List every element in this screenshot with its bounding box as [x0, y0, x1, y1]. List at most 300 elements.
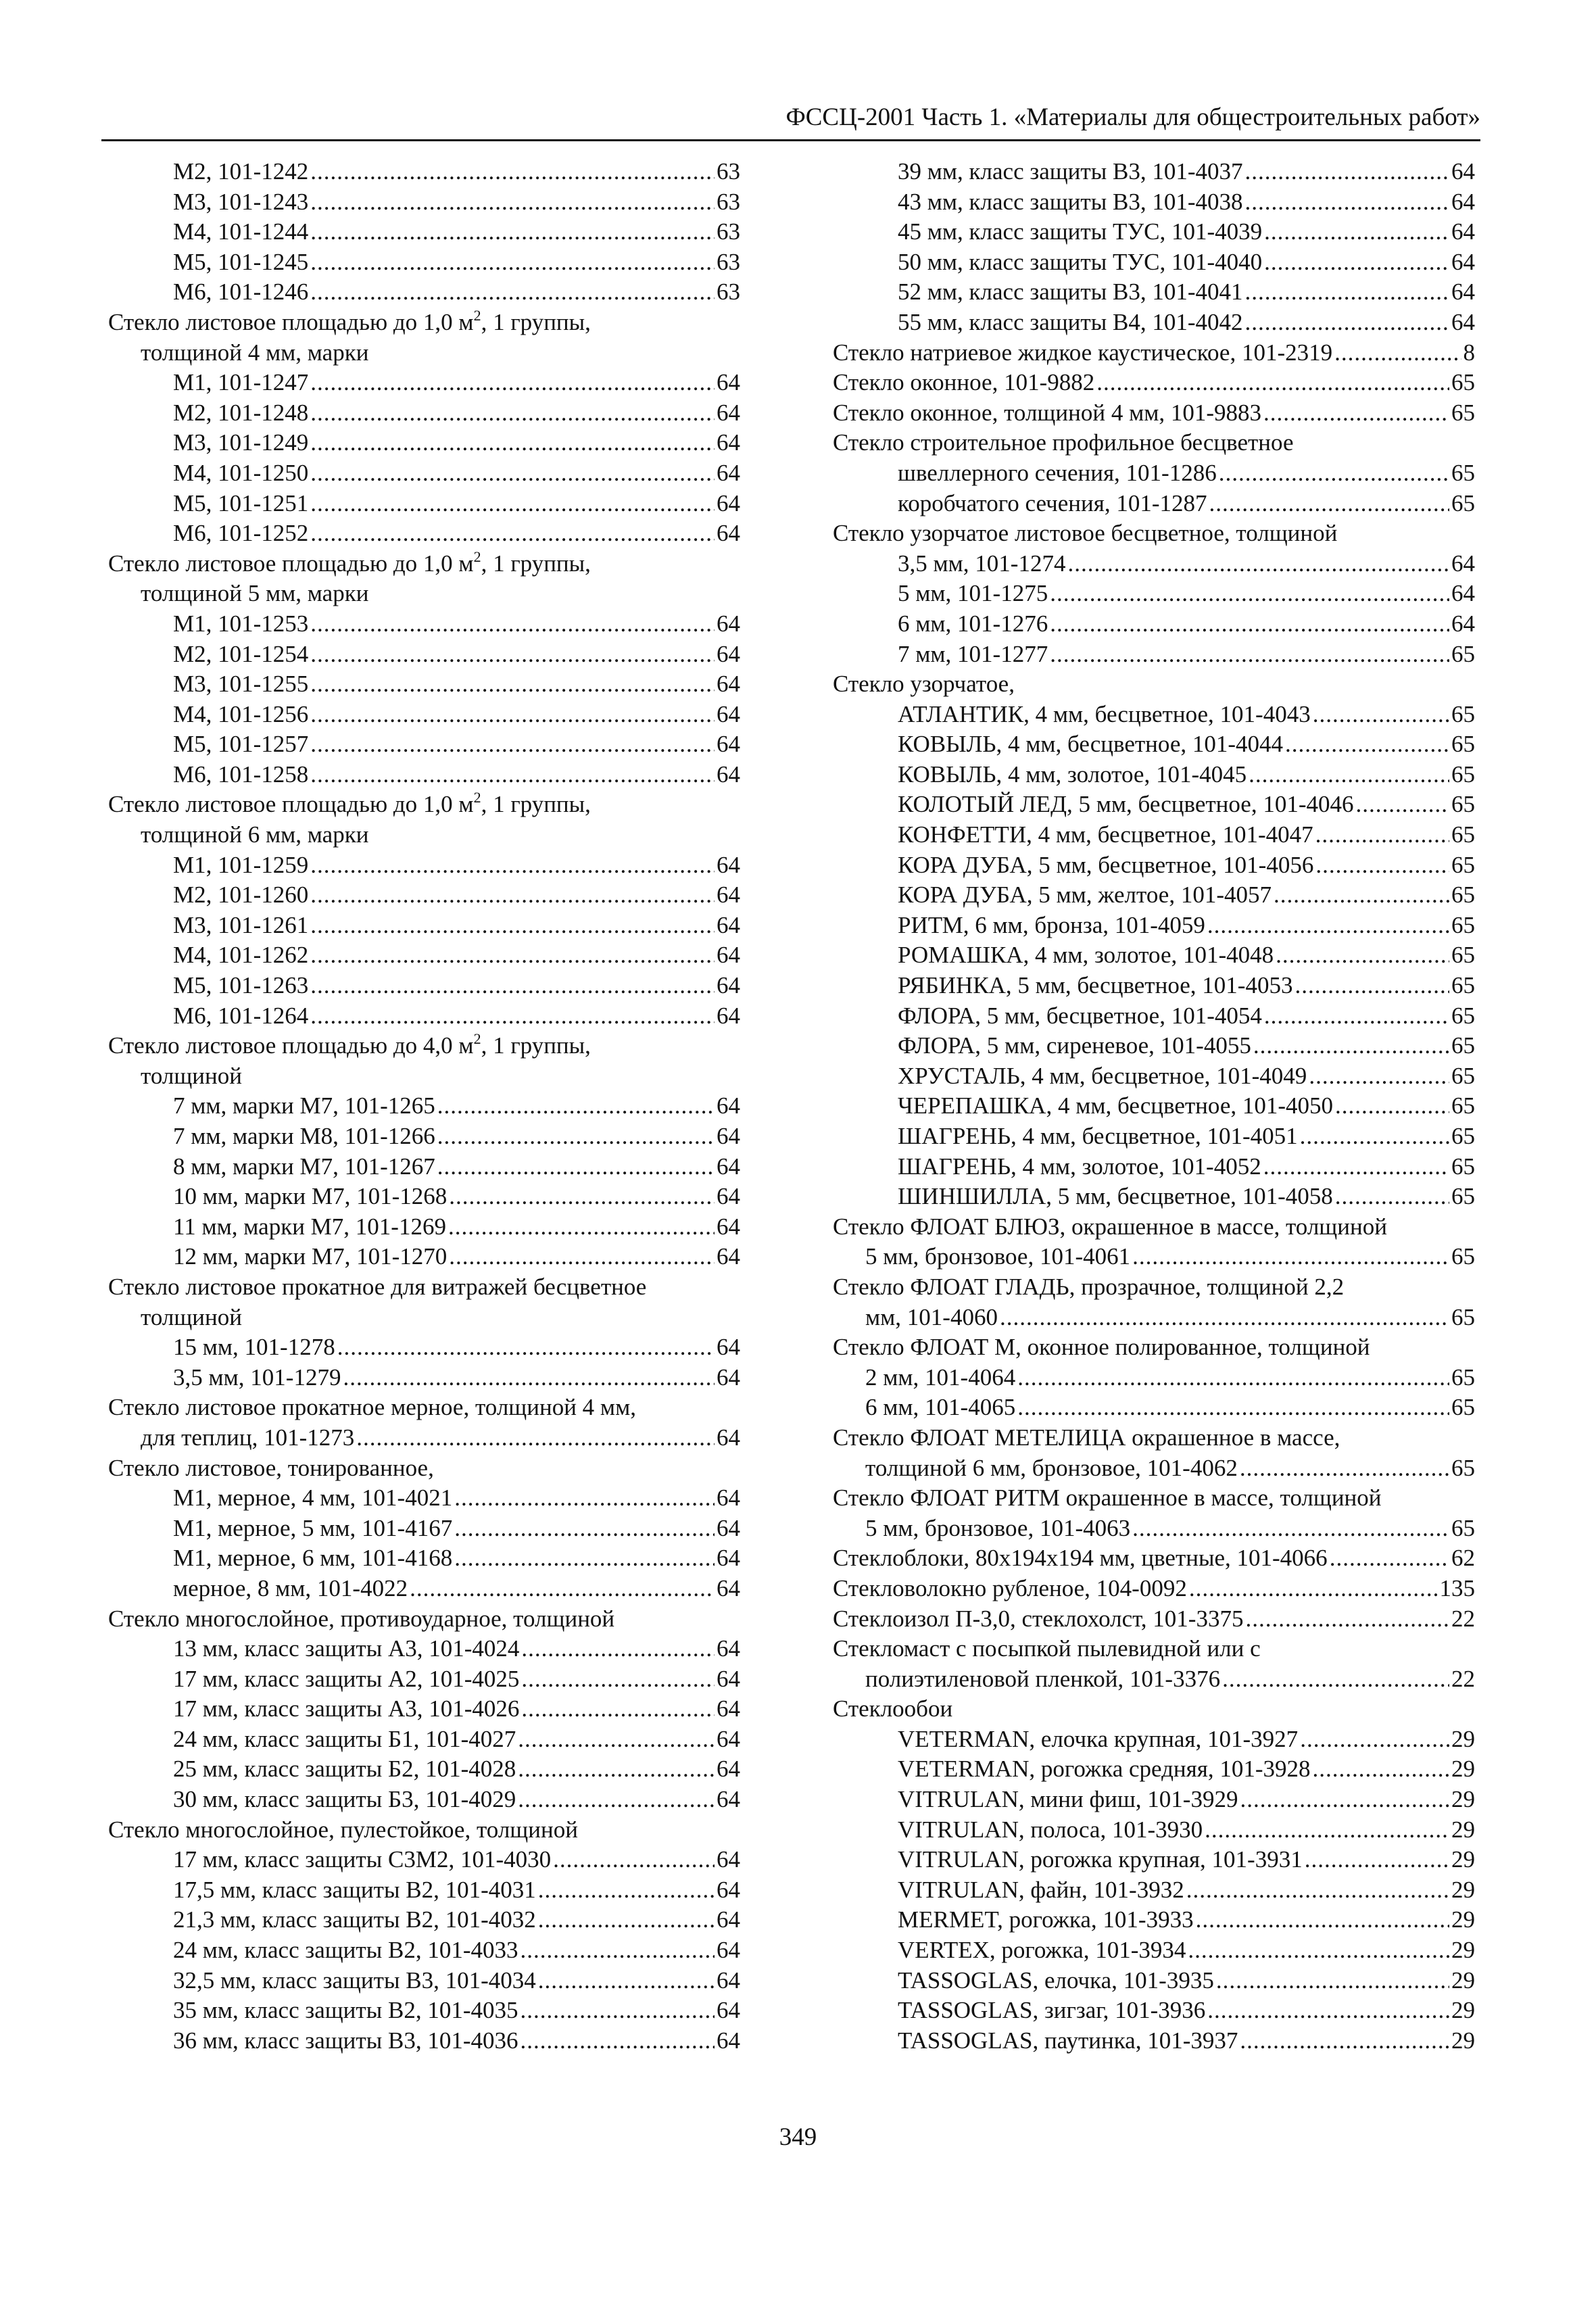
index-entry — [108, 940, 740, 971]
entry-text: Стеклоблоки, 80х194х194 мм, цветные, 101-4066 — [833, 1545, 1328, 1572]
dot-leader — [310, 277, 715, 308]
dot-leader — [449, 1242, 715, 1272]
index-entry — [108, 428, 740, 458]
dot-leader — [1240, 1785, 1449, 1815]
entry-page-number: 64 — [717, 671, 740, 698]
dot-leader — [1263, 1152, 1449, 1182]
dot-leader — [1132, 1242, 1449, 1272]
index-entry — [108, 1694, 740, 1724]
index-entry — [833, 458, 1475, 489]
index-entry — [108, 338, 740, 368]
index-entry — [833, 1031, 1475, 1061]
dot-leader — [410, 1574, 715, 1604]
entry-text: 24 мм, класс защиты В2, 101-4033 — [173, 1937, 518, 1964]
dot-leader — [518, 1754, 715, 1785]
entry-page-number: 65 — [1451, 1002, 1475, 1029]
entry-text: 17,5 мм, класс защиты В2, 101-4031 — [173, 1876, 536, 1903]
index-entry — [833, 1242, 1475, 1272]
dot-leader — [1096, 368, 1449, 398]
index-entry — [833, 1543, 1475, 1574]
entry-page-number: 64 — [1451, 218, 1475, 245]
entry-text: 17 мм, класс защиты А3, 101-4026 — [173, 1695, 520, 1722]
index-entry — [108, 1453, 740, 1484]
entry-page-number: 29 — [1451, 1816, 1475, 1843]
entry-text: 45 мм, класс защиты ТУС, 101-4039 — [898, 218, 1263, 245]
entry-page-number: 64 — [717, 459, 740, 486]
dot-leader — [1245, 1604, 1449, 1635]
index-entry — [833, 549, 1475, 579]
entry-text: 7 мм, марки М8, 101-1266 — [173, 1123, 435, 1149]
dot-leader — [1189, 1574, 1438, 1604]
entry-text: толщиной 6 мм, марки — [141, 821, 369, 848]
dot-leader — [1244, 277, 1449, 308]
index-entry — [108, 1514, 740, 1544]
entry-text: М3, 101-1255 — [173, 671, 309, 698]
entry-page-number: 64 — [717, 2027, 740, 2054]
index-entry — [833, 940, 1475, 971]
entry-page-number: 64 — [717, 1213, 740, 1240]
dot-leader — [538, 1966, 715, 1996]
index-entry — [833, 1724, 1475, 1755]
entry-page-number: 29 — [1451, 1906, 1475, 1933]
entry-text: 5 мм, бронзовое, 101-4063 — [865, 1514, 1131, 1541]
entry-text: М1, мерное, 4 мм, 101-4021 — [173, 1485, 453, 1512]
index-entry — [108, 640, 740, 670]
index-entry — [833, 1393, 1475, 1423]
entry-page-number: 65 — [1451, 731, 1475, 758]
index-entry — [833, 790, 1475, 820]
entry-text: 35 мм, класс защиты В2, 101-4035 — [173, 1997, 518, 2024]
dot-leader — [1050, 609, 1449, 640]
entry-page-number: 63 — [717, 218, 740, 245]
dot-leader — [1264, 217, 1449, 247]
entry-page-number: 64 — [717, 700, 740, 727]
index-entry — [833, 880, 1475, 911]
dot-leader — [310, 850, 715, 881]
entry-text: Стекломаст с посыпкой пылевидной или с — [833, 1635, 1261, 1662]
entry-page-number: 64 — [717, 1967, 740, 1994]
index-entry — [833, 1574, 1475, 1604]
index-entry — [108, 1543, 740, 1574]
index-entry — [108, 1905, 740, 1935]
entry-text: КОВЫЛЬ, 4 мм, золотое, 101-4045 — [898, 761, 1247, 788]
dot-leader — [310, 217, 715, 247]
dot-leader — [1312, 1754, 1449, 1785]
entry-text: М5, 101-1245 — [173, 248, 309, 275]
entry-text: Стекло ФЛОАТ МЕТЕЛИЦА окрашенное в массе, — [833, 1424, 1340, 1451]
index-entry — [833, 729, 1475, 760]
dot-leader — [1067, 549, 1449, 579]
index-entry — [108, 1483, 740, 1514]
entry-page-number: 64 — [717, 942, 740, 969]
entry-page-number: 64 — [1451, 188, 1475, 215]
index-entry — [833, 1061, 1475, 1092]
index-entry — [108, 518, 740, 549]
entry-text: М5, 101-1257 — [173, 731, 309, 758]
entry-text: VETERMAN, рогожка средняя, 101-3928 — [898, 1756, 1311, 1783]
entry-page-number: 29 — [1451, 1937, 1475, 1964]
entry-text: М6, 101-1264 — [173, 1002, 309, 1029]
entry-text: 36 мм, класс защиты В3, 101-4036 — [173, 2027, 518, 2054]
page-header: ФССЦ-2001 Часть 1. «Материалы для общестроительных работ» — [101, 101, 1480, 141]
entry-page-number: 29 — [1451, 1967, 1475, 1994]
index-entry — [108, 1303, 740, 1333]
entry-text: М6, 101-1252 — [173, 520, 309, 547]
entry-page-number: 64 — [717, 1937, 740, 1964]
entry-text: Стекло ФЛОАТ РИТМ окрашенное в массе, толщиной — [833, 1485, 1382, 1512]
entry-text: Стекловолокно рубленое, 104-0092 — [833, 1574, 1187, 1601]
dot-leader — [437, 1121, 715, 1152]
dot-leader — [1205, 1815, 1449, 1845]
index-entry — [833, 398, 1475, 429]
index-entry — [833, 1152, 1475, 1182]
index-entry — [833, 518, 1475, 549]
entry-page-number: 64 — [717, 1123, 740, 1149]
entry-page-number: 64 — [717, 1906, 740, 1933]
dot-leader — [310, 157, 715, 187]
dot-leader — [1240, 1453, 1449, 1484]
entry-text: М4, 101-1250 — [173, 459, 309, 486]
entry-page-number: 64 — [717, 1545, 740, 1572]
entry-page-number: 64 — [717, 1876, 740, 1903]
index-entry — [833, 1845, 1475, 1875]
index-entry — [108, 971, 740, 1001]
entry-text: Стекло натриевое жидкое каустическое, 101-2319 — [833, 339, 1333, 366]
index-entry — [833, 1634, 1475, 1664]
dot-leader — [1132, 1514, 1449, 1544]
entry-page-number: 22 — [1451, 1665, 1475, 1692]
entry-text: Стеклообои — [833, 1695, 953, 1722]
index-entry — [108, 398, 740, 429]
index-entry — [833, 1996, 1475, 2026]
entry-page-number: 64 — [717, 640, 740, 667]
dot-leader — [310, 640, 715, 670]
entry-text: ЧЕРЕПАШКА, 4 мм, бесцветное, 101-4050 — [898, 1092, 1334, 1119]
entry-page-number: 65 — [1451, 1394, 1475, 1421]
entry-page-number: 63 — [717, 279, 740, 306]
entry-text: Стекло узорчатое, — [833, 671, 1015, 698]
index-entry — [833, 1483, 1475, 1514]
entry-text: Стеклоизол П-3,0, стеклохолст, 101-3375 — [833, 1605, 1244, 1632]
dot-leader — [437, 1152, 715, 1182]
index-entry — [108, 1785, 740, 1815]
index-entry — [108, 308, 740, 338]
dot-leader — [448, 1212, 715, 1243]
entry-text: Стекло листовое площадью до 1,0 $м^2$, 1 группы, — [108, 306, 591, 335]
dot-leader — [538, 1905, 715, 1935]
entry-text: М5, 101-1263 — [173, 972, 309, 999]
index-entry — [108, 700, 740, 730]
entry-text: TASSOGLAS, паутинка, 101-3937 — [898, 2027, 1238, 2054]
entry-text: VITRULAN, рогожка крупная, 101-3931 — [898, 1846, 1303, 1873]
index-entry — [108, 489, 740, 519]
entry-text: ШАГРЕНЬ, 4 мм, бесцветное, 101-4051 — [898, 1123, 1298, 1149]
index-entry — [108, 217, 740, 247]
entry-page-number: 64 — [717, 520, 740, 547]
entry-text: толщиной 6 мм, бронзовое, 101-4062 — [865, 1454, 1238, 1481]
index-entry — [833, 971, 1475, 1001]
index-entry — [108, 880, 740, 911]
entry-text: 11 мм, марки М7, 101-1269 — [173, 1213, 446, 1240]
index-entry — [833, 1935, 1475, 1966]
entry-page-number: 65 — [1451, 1243, 1475, 1270]
index-entry — [833, 700, 1475, 730]
index-entry — [108, 760, 740, 790]
index-entry — [108, 1634, 740, 1664]
entry-page-number: 64 — [717, 429, 740, 456]
entry-text: Стекло ФЛОАТ ГЛАДЬ, прозрачное, толщиной 2,2 — [833, 1273, 1345, 1300]
entry-page-number: 64 — [1451, 580, 1475, 607]
index-entry — [833, 157, 1475, 187]
dot-leader — [1315, 820, 1449, 850]
entry-page-number: 135 — [1439, 1574, 1475, 1601]
entry-text: Стекло многослойное, противоударное, толщиной — [108, 1605, 615, 1632]
entry-text: М3, 101-1243 — [173, 188, 309, 215]
index-entry — [108, 157, 740, 187]
entry-page-number: 64 — [1451, 158, 1475, 185]
entry-page-number: 65 — [1451, 761, 1475, 788]
entry-page-number: 29 — [1451, 1846, 1475, 1873]
dot-leader — [310, 760, 715, 790]
dot-leader — [310, 368, 715, 398]
entry-text: толщиной 4 мм, марки — [141, 339, 369, 366]
index-entry — [833, 1182, 1475, 1212]
dot-leader — [1017, 1393, 1449, 1423]
entry-page-number: 64 — [717, 1183, 740, 1210]
entry-page-number: 65 — [1451, 1092, 1475, 1119]
index-entry — [833, 1664, 1475, 1695]
dot-leader — [1000, 1303, 1449, 1333]
entry-page-number: 64 — [1451, 279, 1475, 306]
entry-text: MERMET, рогожка, 101-3933 — [898, 1906, 1194, 1933]
dot-leader — [343, 1363, 715, 1393]
index-entry — [108, 911, 740, 941]
entry-text: 55 мм, класс защиты В4, 101-4042 — [898, 308, 1243, 335]
dot-leader — [518, 1724, 715, 1755]
entry-text: Стекло ФЛОАТ БЛЮЗ, окрашенное в массе, толщиной — [833, 1213, 1387, 1240]
index-entry — [108, 1121, 740, 1152]
dot-leader — [1244, 308, 1449, 338]
entry-page-number: 29 — [1451, 1786, 1475, 1813]
entry-page-number: 64 — [717, 1786, 740, 1813]
entry-text: М3, 101-1261 — [173, 911, 309, 938]
entry-text: АТЛАНТИК, 4 мм, бесцветное, 101-4043 — [898, 700, 1311, 727]
index-entry — [833, 187, 1475, 218]
index-entry — [833, 308, 1475, 338]
dot-leader — [1330, 1543, 1449, 1574]
entry-page-number: 65 — [1451, 1303, 1475, 1330]
dot-leader — [1050, 640, 1449, 670]
entry-page-number: 65 — [1451, 489, 1475, 516]
entry-text: полиэтиленовой пленкой, 101-3376 — [865, 1665, 1221, 1692]
index-entry — [108, 458, 740, 489]
entry-text: Стекло оконное, 101-9882 — [833, 369, 1095, 396]
index-entry — [108, 2026, 740, 2056]
entry-text: Стекло листовое площадью до 4,0 $м^2$, 1 группы, — [108, 1030, 591, 1059]
index-entry — [108, 1935, 740, 1966]
dot-leader — [1017, 1363, 1449, 1393]
index-entry — [833, 911, 1475, 941]
index-entry — [833, 579, 1475, 609]
dot-leader — [1276, 940, 1449, 971]
entry-page-number: 64 — [717, 1243, 740, 1270]
entry-page-number: 65 — [1451, 882, 1475, 909]
entry-text: швеллерного сечения, 101-1286 — [898, 459, 1217, 486]
entry-page-number: 64 — [717, 1153, 740, 1180]
dot-leader — [437, 1091, 715, 1121]
index-entry — [833, 640, 1475, 670]
entry-text: Стекло листовое площадью до 1,0 $м^2$, 1 группы, — [108, 548, 591, 577]
entry-text: М1, 101-1259 — [173, 851, 309, 878]
entry-text: М4, 101-1256 — [173, 700, 309, 727]
index-entry — [108, 1363, 740, 1393]
dot-leader — [310, 518, 715, 549]
index-entry — [108, 579, 740, 609]
entry-text: VITRULAN, мини фиш, 101-3929 — [898, 1786, 1238, 1813]
index-entry — [108, 1423, 740, 1453]
index-entry — [833, 820, 1475, 850]
dot-leader — [1207, 911, 1449, 941]
entry-page-number: 64 — [717, 882, 740, 909]
entry-page-number: 65 — [1451, 942, 1475, 969]
entry-text: 43 мм, класс защиты В3, 101-4038 — [898, 188, 1243, 215]
dot-leader — [1305, 1845, 1449, 1875]
entry-text: М6, 101-1258 — [173, 761, 309, 788]
dot-leader — [1216, 1966, 1449, 1996]
dot-leader — [310, 669, 715, 700]
entry-page-number: 64 — [717, 1846, 740, 1873]
entry-text: Стекло строительное профильное бесцветное — [833, 429, 1294, 456]
entry-text: VERTEX, рогожка, 101-3934 — [898, 1937, 1186, 1964]
entry-text: 50 мм, класс защиты ТУС, 101-4040 — [898, 248, 1263, 275]
entry-text: 5 мм, бронзовое, 101-4061 — [865, 1243, 1131, 1270]
entry-text: М3, 101-1249 — [173, 429, 309, 456]
entry-text: М1, мерное, 5 мм, 101-4167 — [173, 1514, 453, 1541]
index-entry — [108, 669, 740, 700]
entry-text: для теплиц, 101-1273 — [141, 1424, 355, 1451]
dot-leader — [310, 911, 715, 941]
entry-page-number: 64 — [717, 731, 740, 758]
entry-page-number: 63 — [717, 158, 740, 185]
index-entry — [833, 1875, 1475, 1906]
entry-text: Стекло листовое площадью до 1,0 $м^2$, 1 группы, — [108, 789, 591, 818]
entry-page-number: 64 — [717, 489, 740, 516]
index-entry — [108, 368, 740, 398]
entry-page-number: 64 — [1451, 610, 1475, 637]
dot-leader — [521, 1664, 715, 1695]
index-entry — [108, 1061, 740, 1092]
entry-page-number: 65 — [1451, 1364, 1475, 1391]
index-entry — [833, 1363, 1475, 1393]
dot-leader — [310, 971, 715, 1001]
index-entry — [833, 1514, 1475, 1544]
entry-text: Стекло листовое прокатное мерное, толщиной 4 мм, — [108, 1394, 636, 1421]
dot-leader — [520, 1996, 715, 2026]
entry-text: 8 мм, марки М7, 101-1267 — [173, 1153, 435, 1180]
entry-text: мм, 101-4060 — [865, 1303, 998, 1330]
index-entry — [108, 1754, 740, 1785]
index-column-left — [108, 157, 740, 2056]
entry-text: 24 мм, класс защиты Б1, 101-4027 — [173, 1725, 516, 1752]
index-entry — [833, 1785, 1475, 1815]
dot-leader — [310, 609, 715, 640]
entry-page-number: 63 — [717, 188, 740, 215]
index-entry — [833, 247, 1475, 278]
index-entry — [108, 1574, 740, 1604]
entry-page-number: 29 — [1451, 1725, 1475, 1752]
dot-leader — [1356, 790, 1449, 820]
entry-page-number: 65 — [1451, 1123, 1475, 1149]
index-entry — [108, 609, 740, 640]
index-entry — [833, 217, 1475, 247]
entry-page-number: 65 — [1451, 791, 1475, 818]
index-entry — [108, 1604, 740, 1635]
dot-leader — [310, 489, 715, 519]
entry-text: 17 мм, класс защиты А2, 101-4025 — [173, 1665, 520, 1692]
entry-page-number: 64 — [717, 1514, 740, 1541]
dot-leader — [310, 729, 715, 760]
index-entry — [833, 1423, 1475, 1453]
entry-text: 52 мм, класс защиты В3, 101-4041 — [898, 279, 1243, 306]
page-number: 349 — [779, 2123, 817, 2151]
entry-text: 3,5 мм, 101-1274 — [898, 550, 1066, 577]
index-entry — [833, 1303, 1475, 1333]
entry-page-number: 65 — [1451, 821, 1475, 848]
dot-leader — [310, 880, 715, 911]
index-entry — [108, 1091, 740, 1121]
entry-text: 10 мм, марки М7, 101-1268 — [173, 1183, 448, 1210]
dot-leader — [538, 1875, 715, 1906]
dot-leader — [1300, 1121, 1449, 1152]
entry-text: толщиной — [141, 1303, 242, 1330]
entry-text: коробчатого сечения, 101-1287 — [898, 489, 1207, 516]
entry-text: М2, 101-1248 — [173, 399, 309, 426]
entry-text: толщиной — [141, 1062, 242, 1089]
index-entry — [108, 187, 740, 218]
dot-leader — [520, 2026, 715, 2056]
index-entry — [108, 549, 740, 579]
dot-leader — [454, 1514, 715, 1544]
entry-text: М2, 101-1260 — [173, 882, 309, 909]
entry-page-number: 8 — [1463, 339, 1475, 366]
entry-text: 12 мм, марки М7, 101-1270 — [173, 1243, 448, 1270]
dot-leader — [1244, 157, 1449, 187]
dot-leader — [454, 1483, 715, 1514]
entry-page-number: 22 — [1451, 1605, 1475, 1632]
entry-text: 6 мм, 101-4065 — [865, 1394, 1016, 1421]
entry-page-number: 64 — [717, 1635, 740, 1662]
entry-text: РИТМ, 6 мм, бронза, 101-4059 — [898, 911, 1205, 938]
entry-text: 15 мм, 101-1278 — [173, 1334, 335, 1361]
entry-page-number: 65 — [1451, 1514, 1475, 1541]
index-entry — [833, 609, 1475, 640]
entry-page-number: 64 — [717, 1424, 740, 1451]
index-entry — [108, 1332, 740, 1363]
dot-leader — [1244, 187, 1449, 218]
entry-text: мерное, 8 мм, 101-4022 — [173, 1574, 408, 1601]
entry-page-number: 65 — [1451, 369, 1475, 396]
dot-leader — [1240, 2026, 1449, 2056]
entry-text: 25 мм, класс защиты Б2, 101-4028 — [173, 1756, 516, 1783]
entry-page-number: 64 — [717, 369, 740, 396]
index-entry — [108, 1152, 740, 1182]
entry-text: 6 мм, 101-1276 — [898, 610, 1048, 637]
entry-page-number: 64 — [717, 1485, 740, 1512]
entry-page-number: 63 — [717, 248, 740, 275]
entry-page-number: 65 — [1451, 851, 1475, 878]
entry-page-number: 64 — [717, 1997, 740, 2024]
dot-leader — [310, 940, 715, 971]
